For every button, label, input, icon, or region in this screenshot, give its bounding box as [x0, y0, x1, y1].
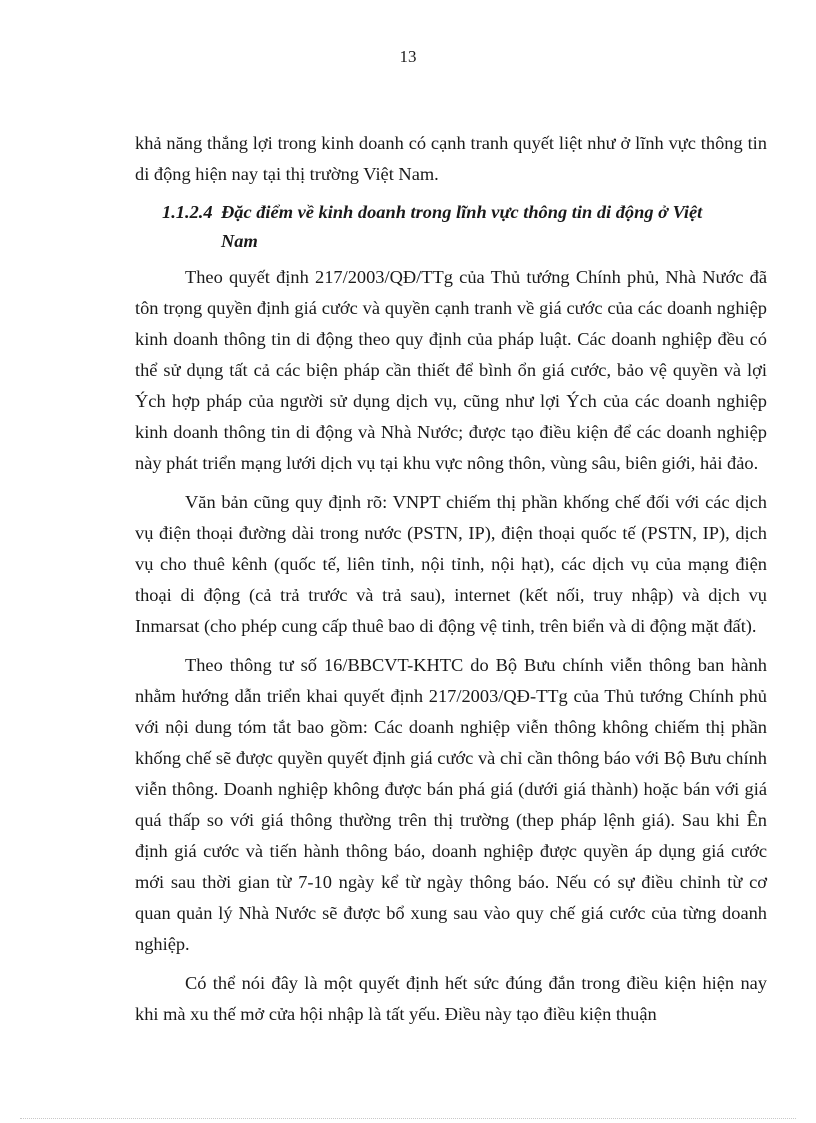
section-heading [135, 198, 767, 256]
page-bottom-divider [20, 1118, 796, 1119]
section-title-line-2: Nam [221, 231, 258, 251]
paragraph: Theo thông tư số 16/BBCVT-KHTC do Bộ Bưu chính viễn thông ban hành nhằm hướng dẫn triển khai quyết định 217/2003/QĐ-TTg của Thủ tướng Chính phủ với nội dung tóm tắt bao gồm: Các doanh nghiệp viễn thông không chiếm thị phần khống chế sẽ được quyền quyết định giá cước và chỉ cần thông báo với Bộ Bưu chính viễn thông. Doanh nghiệp không được bán phá giá (dưới giá thành) hoặc bán với giá quá thấp so với giá thông thường trên thị trường (thep pháp lệnh giá). Sau khi Ên định giá cước và tiến hành thông báo, doanh nghiệp được quyền áp dụng giá cước mới sau thời gian từ 7-10 ngày kể từ ngày thông báo. Nếu có sự điều chỉnh từ cơ quan quản lý Nhà Nước sẽ được bổ xung sau vào quy chế giá cước của từng doanh nghiệp. [135, 655, 767, 954]
section-title-line-1: Đặc điểm về kinh doanh trong lĩnh vực thông tin di động ở Việt [221, 202, 703, 222]
paragraph: Có thể nói đây là một quyết định hết sức đúng đắn trong điều kiện hiện nay khi mà xu thế mở cửa hội nhập là tất yếu. Điều này tạo điều kiện thuận [135, 973, 767, 1024]
document-body [135, 128, 767, 1038]
paragraph-continuation: khả năng thắng lợi trong kinh doanh có cạnh tranh quyết liệt như ở lĩnh vực thông tin di động hiện nay tại thị trường Việt Nam. [135, 133, 767, 184]
paragraph: Theo quyết định 217/2003/QĐ/TTg của Thủ tướng Chính phủ, Nhà Nước đã tôn trọng quyền định giá cước và quyền cạnh tranh về giá cước của các doanh nghiệp kinh doanh thông tin di động theo quy định của pháp luật. Các doanh nghiệp đều có thể sử dụng tất cả các biện pháp cần thiết để bình ổn giá cước, bảo vệ quyền và lợi Ých hợp pháp của người sử dụng dịch vụ, cũng như lợi Ých của các doanh nghiệp kinh doanh thông tin di động và Nhà Nước; được tạo điều kiện để các doanh nghiệp này phát triển mạng lưới dịch vụ tại khu vực nông thôn, vùng sâu, biên giới, hải đảo. [135, 267, 767, 473]
page-number: 13 [399, 47, 417, 66]
paragraph: Văn bản cũng quy định rõ: VNPT chiếm thị phần khống chế đối với các dịch vụ điện thoại đường dài trong nước (PSTN, IP), điện thoại quốc tế (PSTN, IP), dịch vụ cho thuê kênh (quốc tế, liên tỉnh, nội tỉnh, nội hạt), các dịch vụ của mạng điện thoại di động (cả trả trước và trả sau), internet (kết nối, truy nhập) và dịch vụ Inmarsat (cho phép cung cấp thuê bao di động vệ tinh, trên biển và di động mặt đất). [135, 492, 767, 636]
section-number: 1.1.2.4 [162, 202, 213, 222]
